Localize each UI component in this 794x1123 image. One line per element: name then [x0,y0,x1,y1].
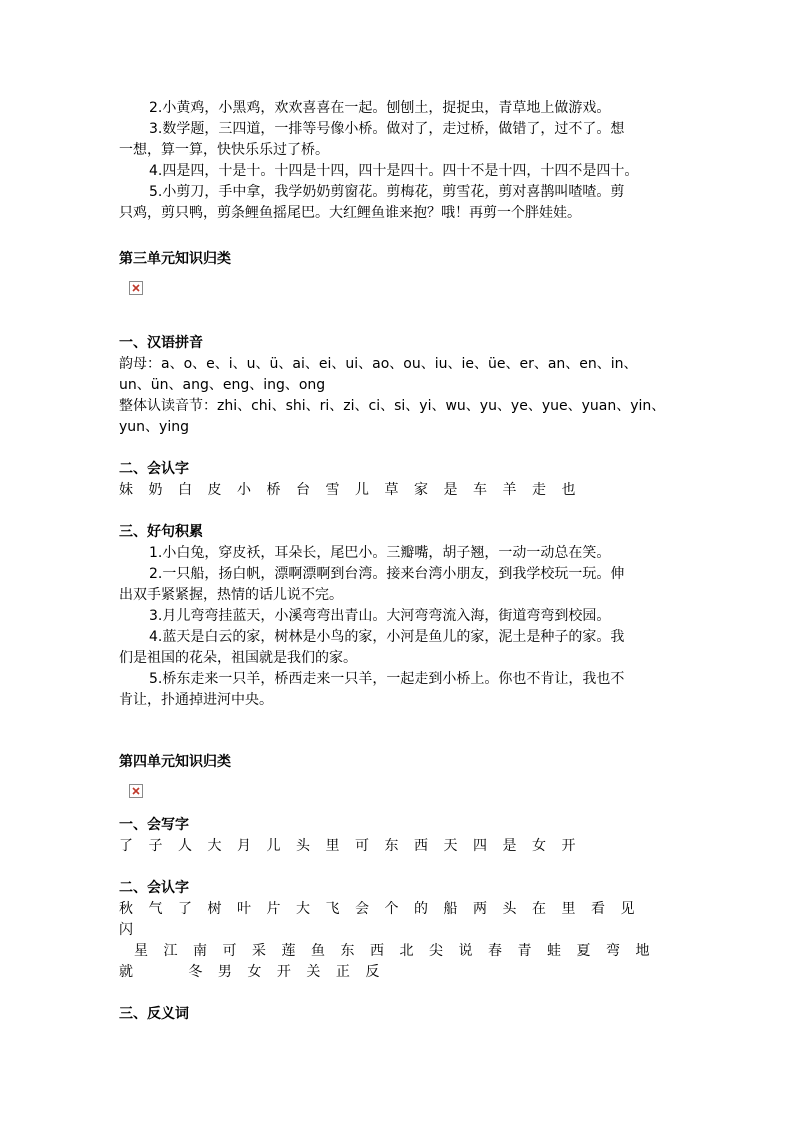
sentence-line: 出双手紧紧握，热情的话儿说不完。 [119,587,343,603]
character-list: 闪 [119,922,133,938]
sentence-line: 5.桥东走来一只羊，桥西走来一只羊，一起走到小桥上。你也不肯让，我也不 [149,671,625,687]
heading-good-sentences: 三、好句积累 [119,524,203,540]
sentence-line: 4.四是四，十是十。十四是十四，四十是四十。四十不是十四，十四不是四十。 [149,163,639,179]
character-list: 了子人大月儿头里可东西天四是女开 [119,838,591,854]
sentence-line: 只鸡，剪只鸭，剪条鲤鱼摇尾巴。大红鲤鱼谁来抱？哦！再剪一个胖娃娃。 [119,205,581,221]
character-list: 秋气了树叶片大飞会个的船两头在里看见 [119,901,650,917]
sentence-line: 2.小黄鸡，小黑鸡，欢欢喜喜在一起。刨刨土，捉捉虫，青草地上做游戏。 [149,100,611,116]
sentence-line: 3.月儿弯弯挂蓝天，小溪弯弯出青山。大河弯弯流入海，街道弯弯到校园。 [149,608,611,624]
syllables-line: yun、ying [119,419,189,435]
section-title-unit4: 第四单元知识归类 [119,754,231,770]
sentence-line: 肯让，扑通掉进河中央。 [119,692,273,708]
sentence-line: 5.小剪刀，手中拿，我学奶奶剪窗花。剪梅花，剪雪花，剪对喜鹊叫喳喳。剪 [149,184,625,200]
character-list: 星江南可采莲鱼东西北尖说春青蛙夏弯地 [134,943,665,959]
sentence-line: 4.蓝天是白云的家，树林是小鸟的家，小河是鱼儿的家，泥土是种子的家。我 [149,629,625,645]
finals-line: 韵母：a、o、e、i、u、ü、ai、ei、ui、ao、ou、iu、ie、üe、er、an、en、in、 [119,356,638,372]
character-list: 就 冬男女开关正反 [119,964,395,980]
broken-image-icon [129,784,143,798]
sentence-line: 1.小白兔，穿皮袄，耳朵长，尾巴小。三瓣嘴，胡子翘，一动一动总在笑。 [149,545,611,561]
sentence-line: 一想，算一算，快快乐乐过了桥。 [119,142,329,158]
heading-write-chars: 一、会写字 [119,817,189,833]
sentence-line: 们是祖国的花朵，祖国就是我们的家。 [119,650,357,666]
heading-antonyms: 三、反义词 [119,1006,189,1022]
sentence-line: 2.一只船，扬白帆，漂啊漂啊到台湾。接来台湾小朋友，到我学校玩一玩。伸 [149,566,625,582]
sentence-line: 3.数学题，三四道，一排等号像小桥。做对了，走过桥，做错了，过不了。想 [149,121,625,137]
finals-line: un、ün、ang、eng、ing、ong [119,377,326,393]
character-list: 妹奶白皮小桥台雪儿草家是车羊走也 [119,482,591,498]
heading-recognize-chars: 二、会认字 [119,880,189,896]
section-title-unit3: 第三单元知识归类 [119,251,231,267]
broken-image-icon [129,281,143,295]
syllables-line: 整体认读音节：zhi、chi、shi、ri、zi、ci、si、yi、wu、yu、ye、yue、yuan、yin、 [119,398,666,414]
heading-pinyin: 一、汉语拼音 [119,335,203,351]
heading-recognize-chars: 二、会认字 [119,461,189,477]
